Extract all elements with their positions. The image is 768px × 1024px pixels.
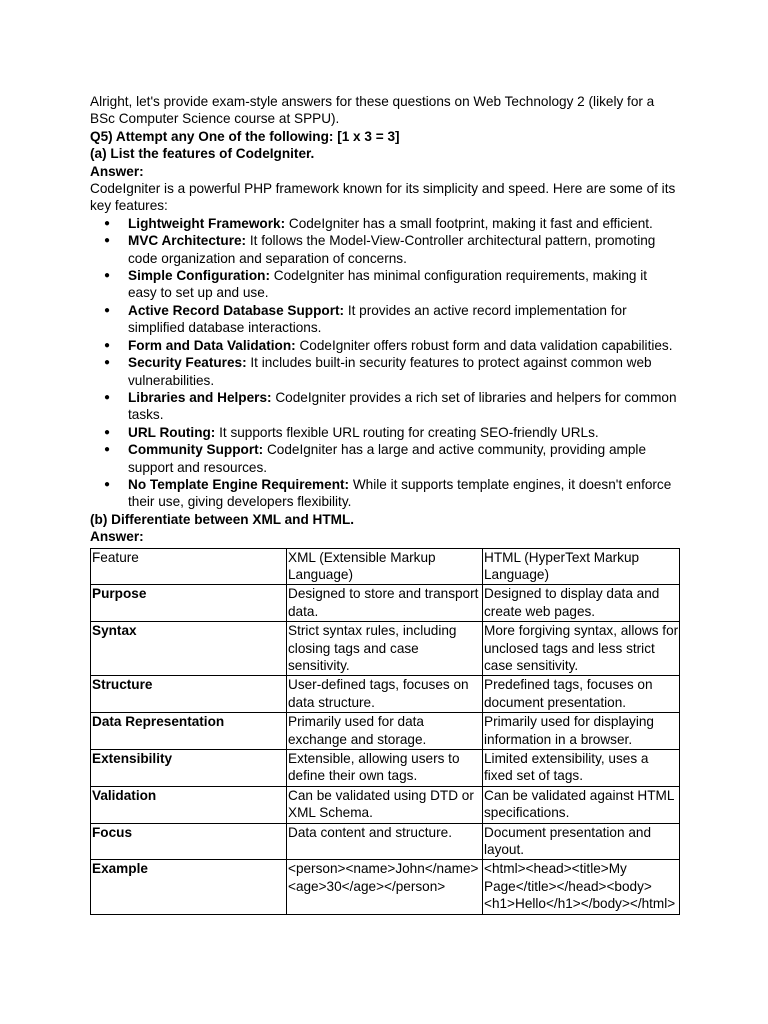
table-row <box>91 823 680 860</box>
row-label: Data Representation <box>91 713 287 750</box>
table-row <box>91 713 680 750</box>
feature-title: Security Features: <box>128 355 247 371</box>
row-label: Extensibility <box>91 750 287 787</box>
feature-text: It provides an active record implementation for simplified database interactions. <box>128 302 627 336</box>
part-a-question: (a) List the features of CodeIgniter. <box>90 146 315 162</box>
feature-text: It includes built-in security features to protect against common web vulnerabilities. <box>128 355 652 388</box>
list-item <box>90 232 678 267</box>
feature-text: CodeIgniter has minimal configuration requirements, making it easy to set up and use. <box>128 268 648 301</box>
row-label: Purpose <box>91 585 287 622</box>
html-cell: Designed to display data and create web pages. <box>483 585 680 622</box>
feature-text: CodeIgniter has a large and active community, providing ample support and resources. <box>128 442 647 475</box>
html-cell: Limited extensibility, uses a fixed set of tags. <box>483 750 680 787</box>
intro-paragraph: Alright, let's provide exam-style answers for these questions on Web Technology 2 (likely for a BSc Computer Science course at SPPU). <box>90 94 655 127</box>
feature-title: Form and Data Validation: <box>128 337 296 353</box>
xml-cell: Data content and structure. <box>287 823 483 860</box>
row-label: Structure <box>91 676 287 713</box>
q5-heading: Q5) Attempt any One of the following: [1 x 3 = 3] <box>90 128 400 144</box>
feature-text: CodeIgniter has a small footprint, making it fast and efficient. <box>285 215 653 231</box>
table-header-row <box>91 548 680 585</box>
part-a-answer-label: Answer: <box>90 163 144 179</box>
feature-text: While it supports template engines, it doesn't enforce their use, giving developers flexibility. <box>128 476 672 510</box>
xml-cell: Primarily used for data exchange and storage. <box>287 713 483 750</box>
xml-cell: <person><name>John</name><age>30</age></person> <box>287 860 483 914</box>
table-row <box>91 786 680 823</box>
html-cell: Primarily used for displaying information in a browser. <box>483 713 680 750</box>
table-row <box>91 676 680 713</box>
feature-list <box>90 215 678 511</box>
feature-text: CodeIgniter provides a rich set of libraries and helpers for common tasks. <box>128 389 677 423</box>
feature-text: It follows the Model-View-Controller architectural pattern, promoting code organization and separation of concerns. <box>128 233 656 266</box>
html-cell: <html><head><title>My Page</title></head><body><h1>Hello</h1></body></html> <box>483 860 680 914</box>
table-row <box>91 585 680 622</box>
feature-text: It supports flexible URL routing for creating SEO-friendly URLs. <box>215 424 599 440</box>
row-label: Focus <box>91 823 287 860</box>
list-item <box>90 389 678 424</box>
feature-title: MVC Architecture: <box>128 233 247 249</box>
xml-cell: Designed to store and transport data. <box>287 585 483 622</box>
part-b-answer-label: Answer: <box>90 529 144 545</box>
header-cell-xml: XML (Extensible Markup Language) <box>287 548 483 585</box>
list-item <box>90 441 678 476</box>
comparison-table <box>90 548 680 915</box>
feature-title: URL Routing: <box>128 424 216 440</box>
list-item <box>90 424 678 441</box>
xml-cell: Extensible, allowing users to define their own tags. <box>287 750 483 787</box>
table-row <box>91 622 680 676</box>
list-item <box>90 267 678 302</box>
feature-text: CodeIgniter offers robust form and data validation capabilities. <box>295 337 673 353</box>
list-item <box>90 354 678 389</box>
row-label: Syntax <box>91 622 287 676</box>
list-item <box>90 215 678 232</box>
list-item <box>90 302 678 337</box>
html-cell: Document presentation and layout. <box>483 823 680 860</box>
header-cell-html: HTML (HyperText Markup Language) <box>483 548 680 585</box>
xml-cell: Strict syntax rules, including closing tags and case sensitivity. <box>287 622 483 676</box>
row-label: Example <box>91 860 287 914</box>
html-cell: More forgiving syntax, allows for unclosed tags and less strict case sensitivity. <box>483 622 680 676</box>
feature-title: Libraries and Helpers: <box>128 389 272 405</box>
xml-cell: Can be validated using DTD or XML Schema. <box>287 786 483 823</box>
feature-title: Lightweight Framework: <box>128 215 286 231</box>
feature-title: Community Support: <box>128 442 264 458</box>
table-row <box>91 750 680 787</box>
feature-title: No Template Engine Requirement: <box>128 476 350 492</box>
row-label: Validation <box>91 786 287 823</box>
header-cell-feature: Feature <box>91 548 287 585</box>
part-a-lead: CodeIgniter is a powerful PHP framework known for its simplicity and speed. Here are some of its key features: <box>90 181 676 214</box>
feature-title: Active Record Database Support: <box>128 302 345 318</box>
xml-cell: User-defined tags, focuses on data structure. <box>287 676 483 713</box>
table-row <box>91 860 680 914</box>
html-cell: Can be validated against HTML specifications. <box>483 786 680 823</box>
part-b-question: (b) Differentiate between XML and HTML. <box>90 511 355 527</box>
list-item <box>90 476 678 511</box>
feature-title: Simple Configuration: <box>128 268 270 284</box>
html-cell: Predefined tags, focuses on document presentation. <box>483 676 680 713</box>
list-item <box>90 337 678 354</box>
